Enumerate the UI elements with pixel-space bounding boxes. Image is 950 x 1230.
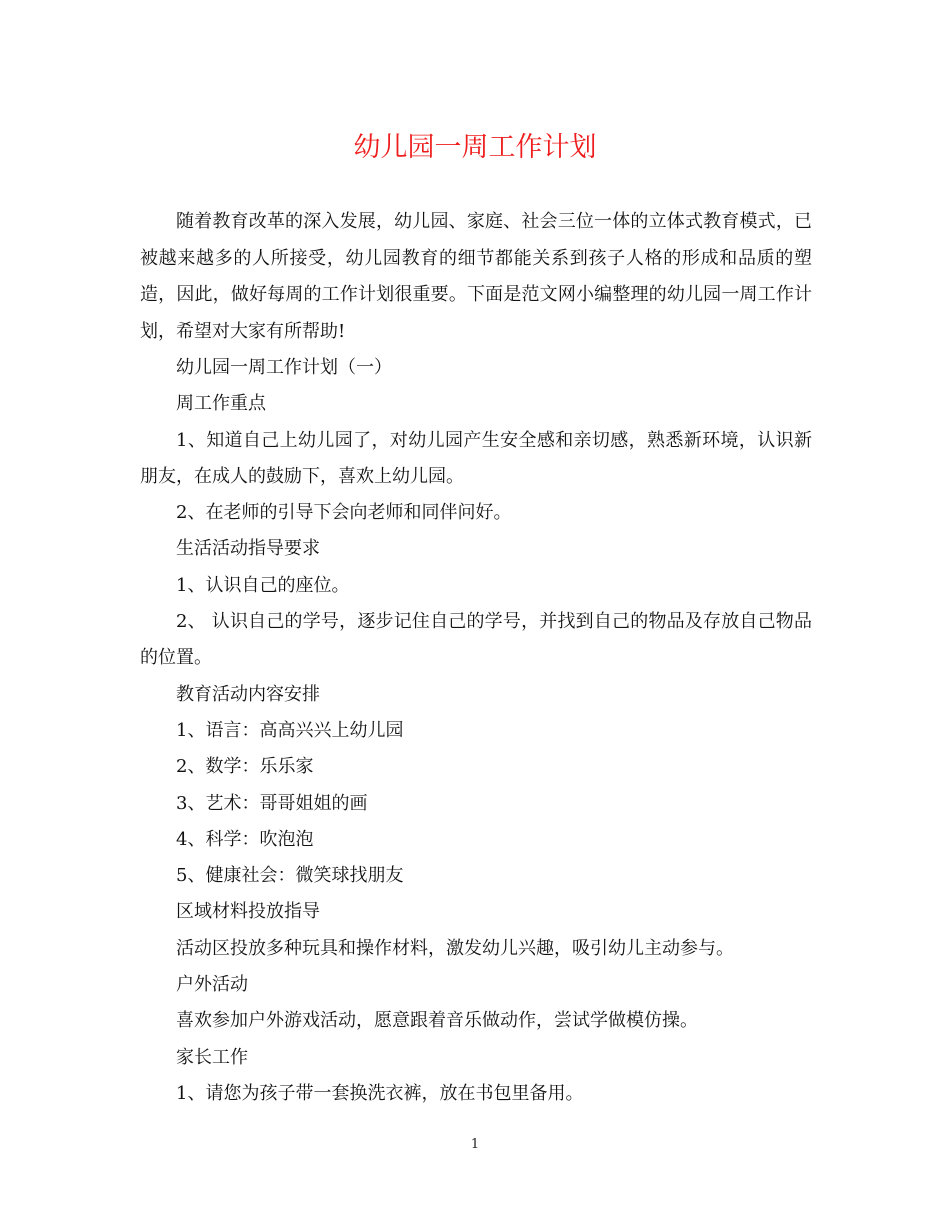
life-item-1: 1、认识自己的座位。 — [176, 574, 350, 596]
education-item-1: 1、语言：高高兴兴上幼儿园 — [176, 719, 404, 741]
heading-weekly-focus: 周工作重点 — [176, 393, 266, 415]
education-item-2: 2、数学：乐乐家 — [176, 756, 314, 778]
heading-education-activities: 教育活动内容安排 — [176, 683, 320, 705]
parent-work-item-1: 1、请您为孩子带一套换洗衣裤，放在书包里备用。 — [176, 1082, 584, 1104]
outdoor-activities-text: 喜欢参加户外游戏活动，愿意跟着音乐做动作，尝试学做模仿操。 — [176, 1010, 698, 1032]
section-heading-plan-one: 幼儿园一周工作计划（一） — [176, 357, 392, 378]
page-number: 1 — [470, 1137, 480, 1152]
heading-parent-work: 家长工作 — [176, 1046, 248, 1068]
life-item-2: 2、 认识自己的学号，逐步记住自己的学号，并找到自己的物品及存放自己物品的位置。 — [140, 611, 812, 669]
heading-area-materials: 区域材料投放指导 — [176, 901, 320, 923]
education-item-4: 4、科学：吹泡泡 — [176, 828, 314, 850]
education-item-3: 3、艺术：哥哥姐姐的画 — [176, 792, 368, 814]
heading-outdoor-activities: 户外活动 — [176, 974, 248, 996]
document-body — [140, 204, 812, 1112]
focus-item-2: 2、在老师的引导下会向老师和同伴问好。 — [176, 502, 512, 524]
heading-daily-life-guidance: 生活活动指导要求 — [176, 538, 320, 560]
intro-paragraph: 随着教育改革的深入发展，幼儿园、家庭、社会三位一体的立体式教育模式，已被越来越多的人所接受，幼儿园教育的细节都能关系到孩子人格的形成和品质的塑造，因此，做好每周的工作计划很重要。下面是范文网小编整理的幼儿园一周工作计划，希望对大家有所帮助! — [140, 211, 812, 342]
area-materials-text: 活动区投放多种玩具和操作材料，激发幼儿兴趣，吸引幼儿主动参与。 — [176, 937, 734, 959]
education-item-5: 5、健康社会：微笑球找朋友 — [176, 865, 404, 887]
focus-item-1: 1、知道自己上幼儿园了，对幼儿园产生安全感和亲切感，熟悉新环境，认识新朋友，在成人的鼓励下，喜欢上幼儿园。 — [140, 429, 812, 487]
document-title: 幼儿园一周工作计划 — [353, 132, 597, 163]
